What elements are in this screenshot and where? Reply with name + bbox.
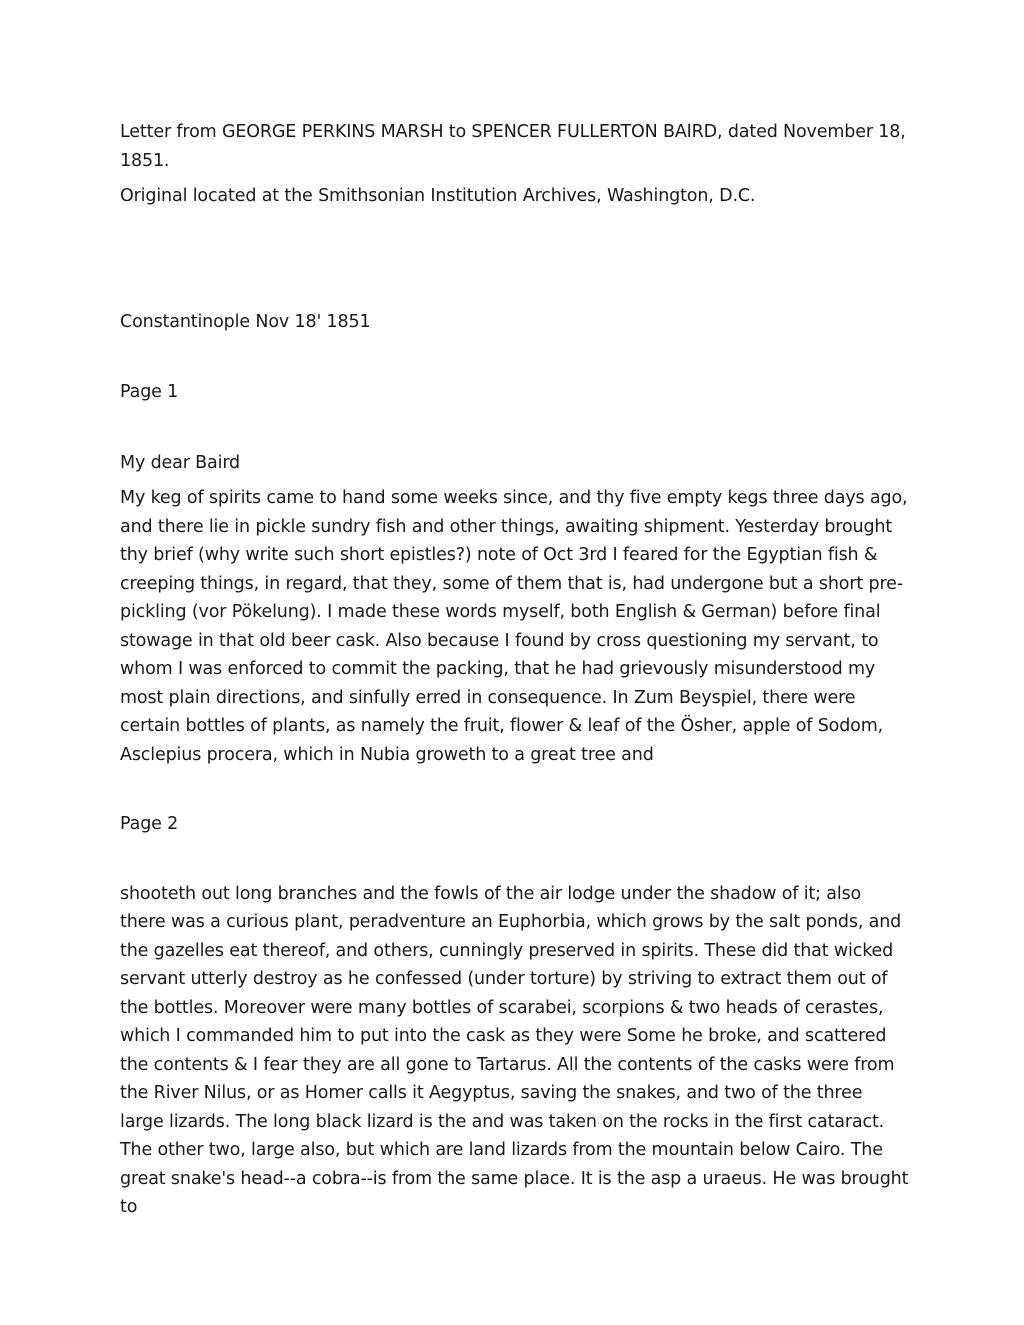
page-1-body: My keg of spirits came to hand some weeks since, and thy five empty kegs three days ago, and there lie in pickle sundry fish and other things, awaiting shipment. Yesterday brought thy brief (why write such short epistles?) note of Oct 3rd I feared for the Egyptian fish & creeping things, in regard, that they, some of them that is, had undergone but a short pre-pickling (vor Pökelung). I made these words myself, both English & German) before final stowage in that old beer cask. Also because I found by cross questioning my servant, to whom I was enforced to commit the packing, that he had grievously misunderstood my most plain directions, and sinfully erred in consequence. In Zum Beyspiel, there were certain bottles of plants, as namely the fruit, flower & leaf of the Ösher, apple of Sodom, Asclepius procera, which in Nubia groweth to a great tree and bbox=[120, 488, 908, 765]
document-title: Letter from GEORGE PERKINS MARSH to SPENCER FULLERTON BAIRD, dated November 18, 1851. bbox=[120, 122, 906, 171]
page-2-body: shooteth out long branches and the fowls of the air lodge under the shadow of it; also there was a curious plant, peradventure an Euphorbia, which grows by the salt ponds, and the gazelles eat thereof, and others, cunningly preserved in spirits. These did that wicked servant utterly destroy as he confessed (under torture) by striving to extract them out of the bottles. Moreover were many bottles of scarabei, scorpions & two heads of cerastes, which I commanded him to put into the cask as they were Some he broke, and scattered the contents & I fear they are all gone to Tartarus. All the contents of the casks were from the River Nilus, or as Homer calls it Aegyptus, saving the snakes, and two of the three large lizards. The long black lizard is the and was taken on the rocks in the first cataract. The other two, large also, but which are land lizards from the mountain below Cairo. The great snake's head--a cobra--is from the same place. It is the asp a uraeus. He was brought to bbox=[120, 883, 909, 1217]
archive-source: Original located at the Smithsonian Institution Archives, Washington, D.C. bbox=[120, 186, 756, 206]
document-page bbox=[120, 118, 910, 1222]
letter-salutation: My dear Baird bbox=[120, 452, 241, 473]
page-2-label: Page 2 bbox=[120, 814, 179, 834]
page-1-label: Page 1 bbox=[120, 382, 179, 402]
letter-place-date: Constantinople Nov 18' 1851 bbox=[120, 311, 371, 332]
